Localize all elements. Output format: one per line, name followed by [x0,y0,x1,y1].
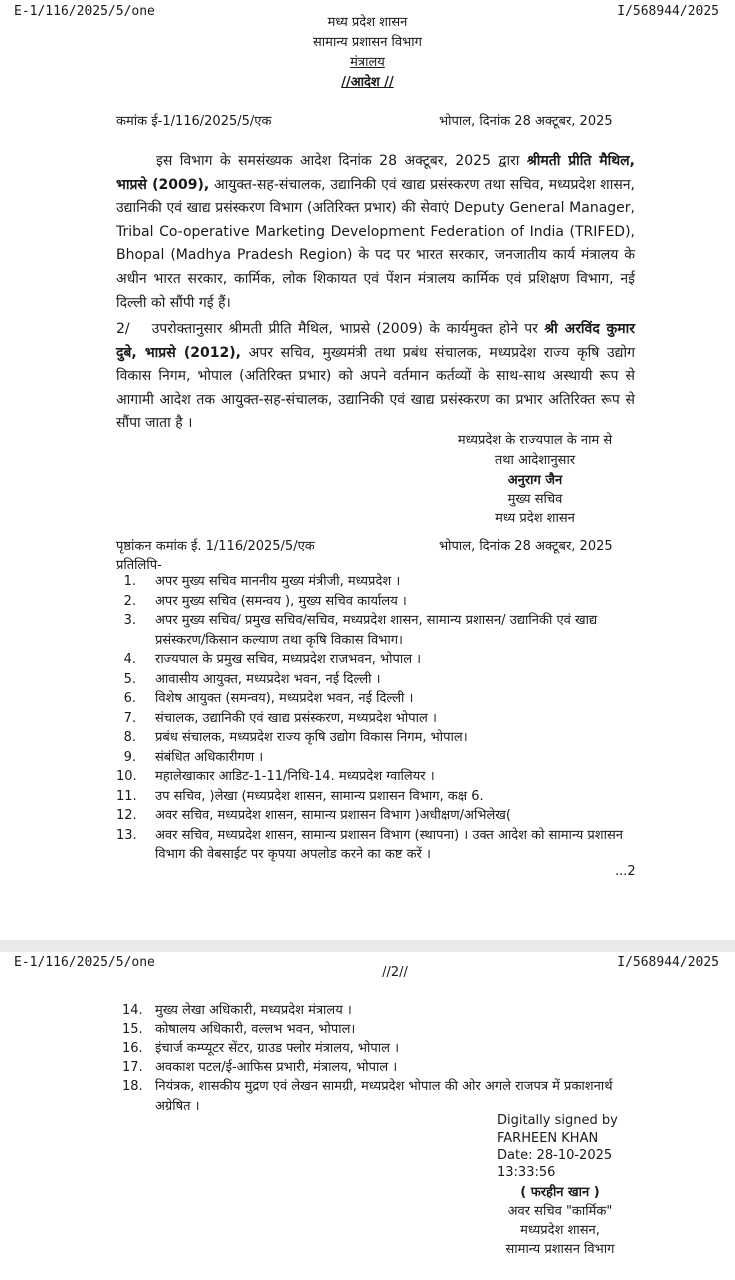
paragraph-1-rest: आयुक्त-सह-संचालक, उद्यानिकी एवं खाद्य प्रसंस्करण तथा सचिव, मध्यप्रदेश शासन, उद्यानिकी एवं खाद्य प्रसंस्करण विभाग (अतिरिक्त प्रभार) की सेवाएं Deputy General Manager, Tribal Co-operative Marketing Development Federation of India (TRIFED), Bhopal (Madhya Pradesh Region) के पद पर भारत सरकार, जनजातीय कार्य मंत्रालय के अधीन भारत सरकार, कार्मिक, लोक शिकायत एवं पेंशन मंत्रालय कार्मिक एवं प्रशिक्षण विभाग, नई दिल्ली को सौंपी गई हैं। [116,176,635,311]
paragraph-2 [116,318,635,436]
list-item-text: अपर मुख्य सचिव माननीय मुख्य मंत्रीजी, मध्यप्रदेश । [155,574,401,589]
signatory-name: ( फरहीन खान ) [520,1185,600,1200]
list-item-number: 3. [123,613,136,628]
list-item-text: राज्यपाल के प्रमुख सचिव, मध्यप्रदेश राजभवन, भोपाल । [155,652,422,667]
list-item-number: 1. [123,574,136,589]
file-number-right: I/568944/2025 [617,4,719,19]
list-item-number: 18. [122,1079,143,1094]
list-item-text: इंचार्ज कम्प्यूटर सेंटर, ग्राउड फ्लोर मंत्रालय, भोपाल । [155,1041,400,1056]
signature-line-1: मध्यप्रदेश के राज्यपाल के नाम से [457,433,613,448]
list-item-number: 16. [122,1041,143,1056]
list-item-number: 10. [116,769,137,784]
file-number-left: E-1/116/2025/5/one [14,4,155,19]
list-item-number: 7. [123,710,136,726]
list-item-number: 5. [123,671,136,687]
digital-signature-line-2: FARHEEN KHAN [497,1131,599,1146]
digital-signature-line-3: Date: 28-10-2025 [497,1148,613,1163]
paragraph-2-rest: अपर सचिव, मुख्यमंत्री तथा प्रबंध संचालक, मध्यप्रदेश राज्य कृषि उद्योग विकास निगम, भोपाल (अतिरिक्त प्रभार) को अपने वर्तमान कर्तव्यों के साथ-साथ अस्थायी रूप से आगामी आदेश तक आयुक्त-सह-संचालक, उद्यानिकी एवं खाद्य प्रसंस्करण का प्रभार अतिरिक्त रूप से सौंपा जाता है । [116,344,635,432]
signatory-name: अनुराग जैन [507,473,563,488]
paragraph-2-bold: श्री अरविंद कुमार दुबे, भाप्रसे (2012), [116,321,635,361]
list-item-number: 12. [116,808,137,823]
list-item-number: 4. [123,652,136,667]
list-item-text: उप सचिव, )लेखा (मध्यप्रदेश शासन, सामान्य प्रशासन विभाग, कक्ष 6. [155,788,484,804]
signature-line-2: तथा आदेशानुसार [494,453,576,468]
signatory-office-1: मध्यप्रदेश शासन, [520,1223,600,1238]
list-item-text: विशेष आयुक्त (समन्वय), मध्यप्रदेश भवन, नई दिल्ली । [155,691,414,706]
document-page-2 [0,952,735,1280]
list-item-text: महालेखाकार आडिट-1-11/निधि-14. मध्यप्रदेश ग्वालियर । [155,769,435,784]
paragraph-2-lead: उपरोक्तानुसार श्रीमती प्रीति मैथिल, भाप्रसे (2009) के कार्यमुक्त होने पर [151,321,545,337]
list-item-number: 17. [122,1060,143,1075]
list-item-text: संचालक, उद्यानिकी एवं खाद्य प्रसंस्करण, मध्यप्रदेश भोपाल । [155,710,437,726]
paragraph-1-lead: इस विभाग के समसंख्यक आदेश दिनांक 28 अक्टूबर, 2025 द्वारा [156,153,527,169]
paragraph-2-number: 2/ [116,321,130,337]
paragraph-1-bold: श्रीमती प्रीति मैथिल, भाप्रसे (2009), [116,153,635,193]
list-item-text: मुख्य लेखा अधिकारी, मध्यप्रदेश मंत्रालय । [155,1003,352,1018]
list-item-text: अवर सचिव, मध्यप्रदेश शासन, सामान्य प्रशासन विभाग )अधीक्षण/अभिलेख( [155,808,511,823]
list-item-text: प्रबंध संचालक, मध्यप्रदेश राज्य कृषि उद्योग विकास निगम, भोपाल। [155,730,468,745]
list-item-number: 14. [122,1003,143,1018]
list-item-number: 2. [123,593,136,609]
paragraph-1 [116,150,635,315]
list-item-text: कोषालय अधिकारी, वल्लभ भवन, भोपाल। [155,1022,356,1037]
endorsement-date: भोपाल, दिनांक 28 अक्टूबर, 2025 [439,539,613,554]
list-item-number: 8. [123,730,136,745]
digital-signature-line-1: Digitally signed by [497,1113,618,1128]
list-item-text: अवर सचिव, मध्यप्रदेश शासन, सामान्य प्रशासन विभाग (स्थापना) । उक्त आदेश को सामान्य प्रशासन विभाग की वेबसाईट पर कृपया अपलोड करने का कष्ट करें । [155,827,624,862]
copy-to-label: प्रतिलिपि- [116,558,162,573]
list-item-number: 15. [122,1022,143,1037]
list-item-number: 13. [116,827,137,843]
order-date: भोपाल, दिनांक 28 अक्टूबर, 2025 [439,114,613,129]
list-item-text: आवासीय आयुक्त, मध्यप्रदेश भवन, नई दिल्ली । [155,671,381,687]
order-title: //आदेश // [341,75,394,90]
signatory-designation: अवर सचिव "कार्मिक" [507,1204,613,1219]
file-number-left: E-1/116/2025/5/one [14,955,155,970]
list-item-text: अपर मुख्य सचिव/ प्रमुख सचिव/सचिव, मध्यप्रदेश शासन, सामान्य प्रशासन/ उद्यानिकी एवं खाद्य प्रसंस्करण/किसान कल्याण तथा कृषि विकास विभाग। [155,613,598,648]
list-item-text: अपर मुख्य सचिव (समन्वय ), मुख्य सचिव कार्यालय । [155,593,407,609]
digital-signature-line-4: 13:33:56 [497,1165,556,1180]
list-item-number: 11. [116,788,137,804]
list-item-number: 9. [123,749,136,765]
header-department: सामान्य प्रशासन विभाग [313,35,422,50]
header-government: मध्य प्रदेश शासन [327,15,408,30]
list-item-text: संबंधित अधिकारीगण । [155,749,264,765]
signatory-office-2: सामान्य प्रशासन विभाग [505,1242,615,1257]
continued-marker: ...2 [615,864,636,879]
page-separator [0,940,735,952]
list-item-number: 6. [123,691,136,706]
endorsement-number: पृष्ठांकन कमांक ई. 1/116/2025/5/एक [116,539,315,554]
order-number: कमांक ई-1/116/2025/5/एक [116,114,272,129]
list-item-text: नियंत्रक, शासकीय मुद्रण एवं लेखन सामग्री, मध्यप्रदेश भोपाल की ओर अगले राजपत्र में प्रकाशनार्थ अग्रेषित । [155,1079,613,1114]
file-number-right: I/568944/2025 [617,955,719,970]
list-item-text: अवकाश पटल/ई-आफिस प्रभारी, मंत्रालय, भोपाल । [155,1060,398,1075]
signatory-designation: मुख्य सचिव [507,492,563,507]
header-ministry: मंत्रालय [350,55,385,70]
signatory-office: मध्य प्रदेश शासन [495,511,575,526]
page-marker: //2// [382,965,408,980]
